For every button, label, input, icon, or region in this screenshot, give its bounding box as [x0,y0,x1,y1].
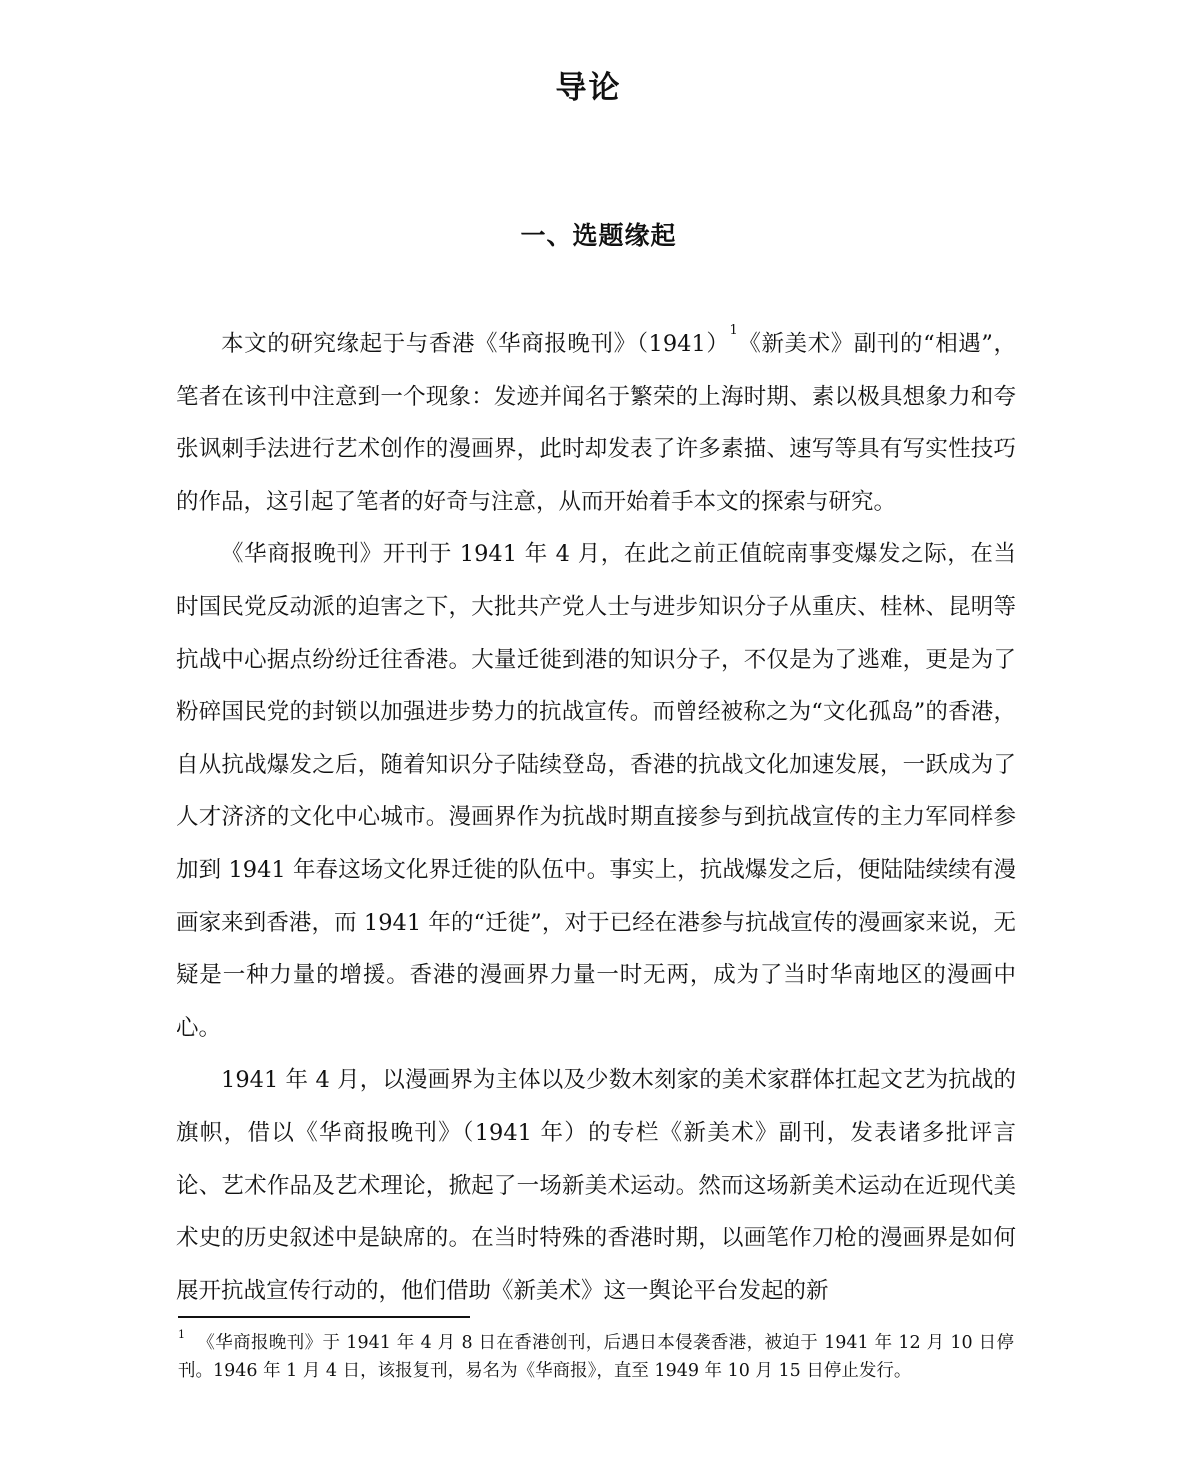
section-heading: 一、选题缘起 [520,221,677,250]
paragraph-1-start: 本文的研究缘起于与香港《华商报晚刊》（1941） [221,331,730,357]
paragraph-1 [176,318,1016,528]
paragraph-1-rest: 《新美术》副刊的“相遇”，笔者在该刊中注意到一个现象：发迹并闻名于繁荣的上海时期、素以极具想象力和夸张讽刺手法进行艺术创作的漫画界，此时却发表了许多素描、速写等具有写实性技巧的作品，这引起了笔者的好奇与注意，从而开始着手本文的探索与研究。 [176,331,1016,515]
page-title: 导论 [555,70,622,106]
paragraph-2: 《华商报晚刊》开刊于 1941 年 4 月，在此之前正值皖南事变爆发之际，在当时国民党反动派的迫害之下，大批共产党人士与进步知识分子从重庆、桂林、昆明等抗战中心据点纷纷迁往香港。大量迁徙到港的知识分子，不仅是为了逃难，更是为了粉碎国民党的封锁以加强进步势力的抗战宣传。而曾经被称之为“文化孤岛”的香港，自从抗战爆发之后，随着知识分子陆续登岛，香港的抗战文化加速发展，一跃成为了人才济济的文化中心城市。漫画界作为抗战时期直接参与到抗战宣传的主力军同样参加到 1941 年春这场文化界迁徙的队伍中。事实上，抗战爆发之后，便陆陆续续有漫画家来到香港，而 1941 年的“迁徙”，对于已经在港参与抗战宣传的漫画家来说，无疑是一种力量的增援。香港的漫画界力量一时无两，成为了当时华南地区的漫画中心。 [176,541,1016,1041]
paragraph-3: 1941 年 4 月，以漫画界为主体以及少数木刻家的美术家群体扛起文艺为抗战的旗帜，借以《华商报晚刊》（1941 年）的专栏《新美术》副刊，发表诸多批评言论、艺术作品及艺术理论，掀起了一场新美术运动。然而这场新美术运动在近现代美术史的历史叙述中是缺席的。在当时特殊的香港时期，以画笔作刀枪的漫画界是如何展开抗战宣传行动的，他们借助《新美术》这一舆论平台发起的新 [176,1067,1016,1304]
footnote-mark: 1 [178,1328,185,1341]
body-text [176,318,1016,1317]
footnote-divider [178,1316,470,1318]
footnote-reference[interactable]: 1 [729,323,738,338]
footnote [178,1329,1014,1385]
footnote-text: 《华商报晚刊》于 1941 年 4 月 8 日在香港创刊，后遇日本侵袭香港，被迫于 1941 年 12 月 10 日停刊。1946 年 1 月 4 日，该报复刊，易名为《华商报》，直至 1949 年 10 月 15 日停止发行。 [178,1333,1014,1381]
